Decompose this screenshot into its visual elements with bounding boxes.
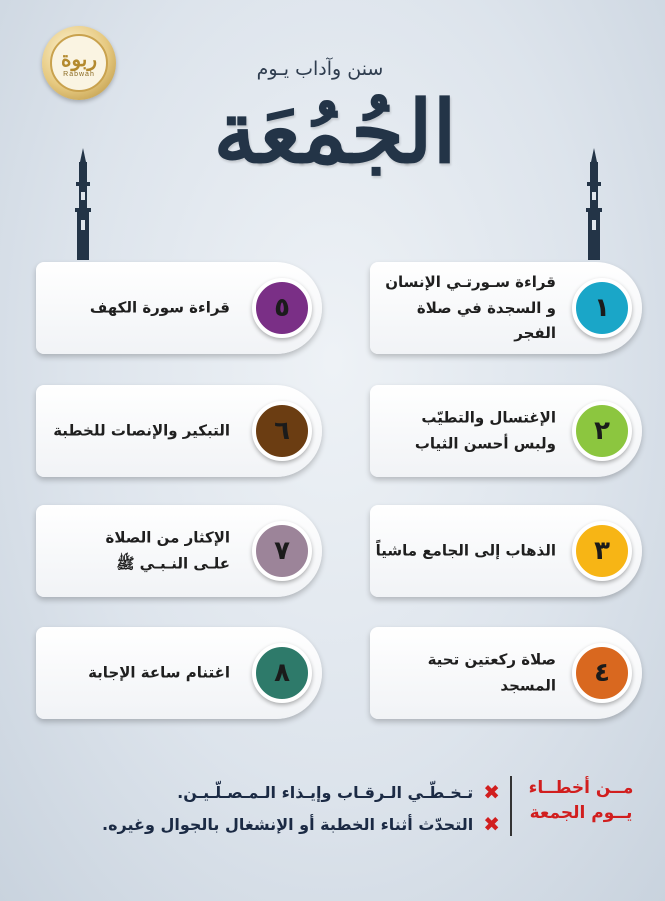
- mistake-text: التحدّث أثناء الخطبة أو الإنشغال بالجوال وغيره.: [102, 814, 474, 834]
- card-text-line: اغتنام ساعة الإجابة: [88, 663, 230, 682]
- mistakes-title-line: يــوم الجمعة: [529, 802, 633, 823]
- card-text-line: الذهاب إلى الجامع ماشياً: [375, 541, 556, 560]
- sunnah-card-4: [370, 627, 642, 719]
- card-text-line: الإغتسال والتطيّب: [421, 408, 556, 427]
- logo-text: Rabwah: [63, 70, 95, 78]
- minaret-right-icon: [583, 148, 605, 260]
- mistakes-heading-box: [510, 776, 650, 836]
- number-badge: ٧: [252, 521, 312, 581]
- card-text-line: و السجدة في صلاة الفجر: [416, 298, 556, 342]
- number-badge: ١: [572, 278, 632, 338]
- card-text: [370, 648, 556, 699]
- card-text-line: الإكثار من الصلاة: [105, 528, 230, 547]
- sunnah-card-1: [370, 262, 642, 354]
- sunnah-card-6: [36, 385, 322, 477]
- card-text-line: قراءة سـورتـي الإنسان: [385, 272, 556, 291]
- card-text: [106, 526, 230, 577]
- page-subtitle: سنن وآداب يـوم: [256, 58, 384, 80]
- x-mark-icon: ✖: [483, 780, 500, 804]
- number-badge: ٣: [572, 521, 632, 581]
- card-text-line: قراءة سورة الكهف: [89, 298, 230, 317]
- mistakes-title-line: مــن أخطــاء: [528, 778, 634, 798]
- logo-mark: ربوة: [60, 46, 98, 71]
- card-text: [370, 270, 556, 347]
- card-text-line: علـى النـبـي ﷺ: [116, 554, 230, 572]
- number-badge: ٥: [252, 278, 312, 338]
- number-badge: ٢: [572, 401, 632, 461]
- card-text: [88, 660, 230, 686]
- card-text-line: ولبس أحسن الثياب: [414, 434, 556, 452]
- card-text-line: صلاة ركعتين تحية المسجد: [427, 650, 556, 694]
- number-badge: ٦: [252, 401, 312, 461]
- mistake-item-1: [177, 780, 500, 804]
- sunnah-card-7: [36, 505, 322, 597]
- card-text: [90, 295, 230, 321]
- mistake-item-2: [102, 812, 500, 836]
- sunnah-card-5: [36, 262, 322, 354]
- sunnah-card-8: [36, 627, 322, 719]
- card-text: [53, 418, 230, 444]
- minaret-left-icon: [72, 148, 94, 260]
- page-title: الجُمُعَة: [213, 82, 457, 183]
- card-text-line: التبكير والإنصات للخطبة: [53, 421, 230, 440]
- card-text: [376, 538, 556, 564]
- mistake-text: تـخـطّـي الـرقـاب وإيـذاء الـمـصـلّـيـن.: [177, 782, 474, 802]
- x-mark-icon: ✖: [483, 812, 500, 836]
- sunnah-card-2: [370, 385, 642, 477]
- sunnah-card-3: [370, 505, 642, 597]
- number-badge: ٤: [572, 643, 632, 703]
- logo-emblem: [50, 34, 108, 92]
- rabwah-logo: [42, 26, 116, 100]
- number-badge: ٨: [252, 643, 312, 703]
- card-text: [415, 406, 556, 457]
